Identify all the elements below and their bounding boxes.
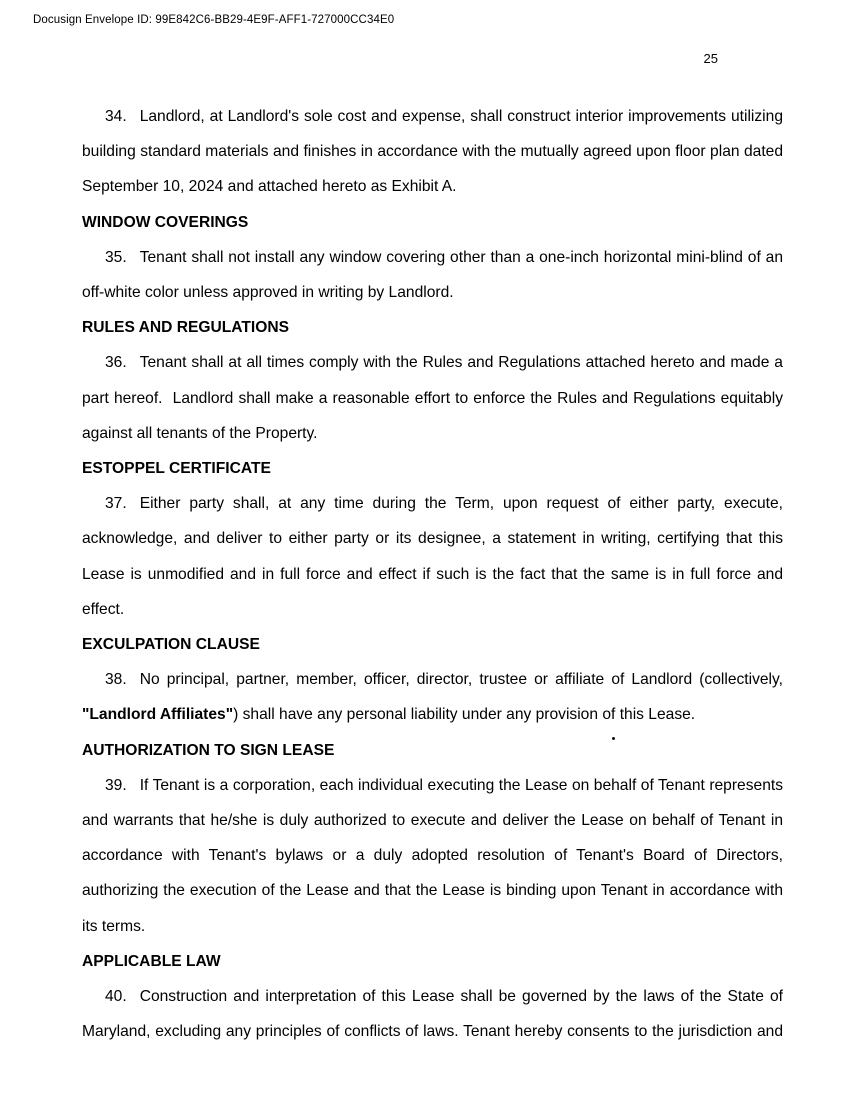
section-heading: RULES AND REGULATIONS bbox=[82, 319, 290, 337]
lease-clause bbox=[82, 345, 783, 451]
clause-text: Construction and interpretation of this Lease shall be governed by the laws of the State of Maryland, excluding any principles of conflicts of laws. Tenant hereby consents to the jurisdiction and bbox=[82, 988, 783, 1041]
lease-clause bbox=[82, 99, 783, 205]
clause-text: Tenant shall not install any window covering other than a one-inch horizontal mini-blind of an off-white color unless approved in writing by Landlord. bbox=[82, 248, 783, 302]
clause-number: 38. bbox=[105, 671, 127, 689]
section-heading: AUTHORIZATION TO SIGN LEASE bbox=[82, 741, 335, 759]
section-heading: EXCULPATION CLAUSE bbox=[82, 636, 260, 654]
clause-number: 39. bbox=[105, 776, 127, 794]
section-heading: ESTOPPEL CERTIFICATE bbox=[82, 460, 271, 478]
clause-text: If Tenant is a corporation, each individual executing the Lease on behalf of Tenant represents and warrants that he/she is duly authorized to execute and deliver the Lease on behalf of Tenant in accordance with Tenant's bylaws or a duly adopted resolution of Tenant's Board of Directors, authorizing the execution of the Lease and that the Lease is binding upon Tenant in accordance with its terms. bbox=[82, 776, 783, 935]
clause-number: 34. bbox=[105, 108, 127, 125]
clause-text: Either party shall, at any time during the Term, upon request of either party, execute, acknowledge, and deliver to either party or its designee, a statement in writing, certifying that this Lease is unmodified and in full force and effect if such is the fact that the same is in full force and effect. bbox=[82, 495, 783, 618]
lease-clause bbox=[82, 240, 783, 310]
clause-text: ) shall have any personal liability under any provision of this Lease. bbox=[233, 706, 696, 724]
scan-artifact-dot bbox=[612, 737, 615, 740]
section-heading: WINDOW COVERINGS bbox=[82, 213, 249, 231]
defined-term-bold: "Landlord Affiliates" bbox=[82, 706, 234, 724]
clause-text: No principal, partner, member, officer, director, trustee or affiliate of Landlord (collectively, bbox=[139, 671, 783, 689]
section-heading: APPLICABLE LAW bbox=[82, 952, 221, 970]
clause-text: Tenant shall at all times comply with the Rules and Regulations attached hereto and made a part hereof. Landlord shall make a reasonable effort to enforce the Rules and Regulations equitably against all tenants of the Property. bbox=[82, 354, 783, 442]
clause-number: 37. bbox=[105, 495, 127, 513]
clause-number: 36. bbox=[105, 354, 127, 372]
clause-number: 40. bbox=[105, 988, 127, 1006]
lease-clause bbox=[82, 979, 783, 1049]
lease-clause bbox=[82, 486, 783, 627]
clause-text: Landlord, at Landlord's sole cost and expense, shall construct interior improvements utilizing building standard materials and finishes in accordance with the mutually agreed upon floor plan dated September 10, 2024 and attached hereto as Exhibit A. bbox=[82, 108, 783, 196]
lease-clause bbox=[82, 768, 783, 944]
document-body bbox=[82, 99, 783, 1049]
page-number: 25 bbox=[703, 51, 718, 66]
lease-clause bbox=[82, 662, 783, 732]
docusign-envelope-id: Docusign Envelope ID: 99E842C6-BB29-4E9F-AFF1-727000CC34E0 bbox=[33, 14, 395, 26]
clause-number: 35. bbox=[105, 248, 127, 266]
